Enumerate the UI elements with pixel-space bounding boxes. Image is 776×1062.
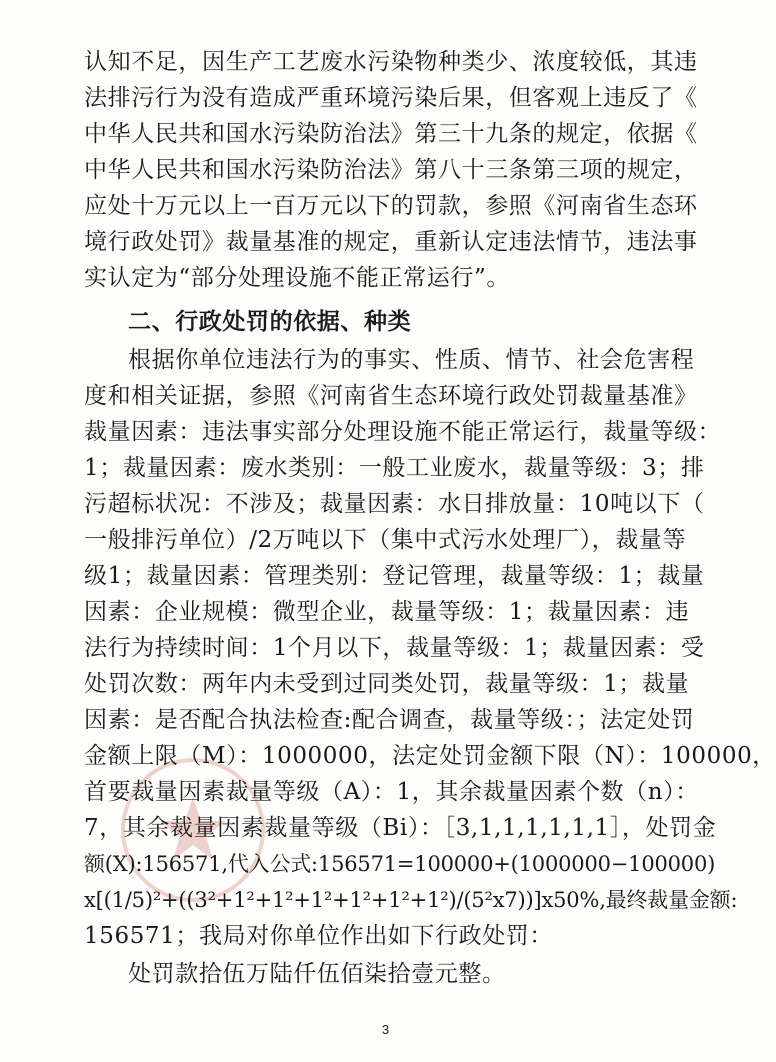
body-text-line: 156571；我局对你单位作出如下行政处罚： — [84, 923, 553, 949]
body-text-line: 中华人民共和国水污染防治法》第八十三条第三项的规定， — [84, 157, 698, 183]
body-text-line: 7，其余裁量因素裁量等级（Bi）：［3,1,1,1,1,1,1］，处罚金 — [84, 815, 717, 841]
body-text-line: 一般排污单位）/2万吨以下（集中式污水处理厂），裁量等 — [84, 527, 687, 553]
body-text-line: 裁量因素：违法事实部分处理设施不能正常运行，裁量等级： — [84, 419, 722, 445]
body-text-line: 级1；裁量因素：管理类别：登记管理，裁量等级：1；裁量 — [84, 563, 705, 589]
body-text-line: 首要裁量因素裁量等级（A）：1，其余裁量因素个数（n）： — [84, 779, 699, 805]
formula-line: 额(X):156571,代入公式:156571=100000+(1000000−100000) — [84, 852, 716, 876]
body-text-line: 金额上限（M）：1000000，法定处罚金额下限（N）：100000， — [84, 743, 776, 769]
body-text-line: 认知不足，因生产工艺废水污染物种类少、浓度较低，其违 — [84, 49, 698, 75]
body-text-line: 应处十万元以上一百万元以下的罚款，参照《河南省生态环 — [84, 193, 698, 219]
section-heading: 二、行政处罚的依据、种类 — [128, 308, 412, 335]
body-text-line: 度和相关证据，参照《河南省生态环境行政处罚裁量基准》 — [84, 383, 698, 409]
body-text-line: 因素：是否配合执法检查:配合调查，裁量等级：；法定处罚 — [84, 707, 695, 733]
body-text-line: 1；裁量因素：废水类别：一般工业废水，裁量等级：3；排 — [84, 455, 705, 481]
body-text-line: 中华人民共和国水污染防治法》第三十九条的规定，依据《 — [84, 121, 698, 147]
body-text-line: 处罚次数：两年内未受到过同类处罚，裁量等级：1；裁量 — [84, 671, 690, 697]
formula-line: x[(1/5)²+((3²+1²+1²+1²+1²+1²+1²)/(5²x7))]x50%,最终裁量金额: — [84, 888, 738, 912]
body-text-line: 实认定为“部分处理设施不能正常运行”。 — [84, 265, 510, 291]
page-number: 3 — [381, 1022, 390, 1037]
body-text-line: 因素：企业规模：微型企业，裁量等级：1；裁量因素：违 — [84, 599, 690, 625]
body-text-line: 法排污行为没有造成严重环境污染后果，但客观上违反了《 — [84, 85, 698, 111]
body-text-line: 境行政处罚》裁量基准的规定，重新认定违法情节，违法事 — [84, 229, 698, 255]
body-text-line: 法行为持续时间：1个月以下，裁量等级：1；裁量因素：受 — [84, 635, 705, 661]
penalty-amount-line: 处罚款拾伍万陆仟伍佰柒拾壹元整。 — [128, 961, 506, 987]
body-text-line: 污超标状况：不涉及；裁量因素：水日排放量：10吨以下（ — [84, 491, 705, 517]
paragraph-first-line: 根据你单位违法行为的事实、性质、情节、社会危害程 — [128, 347, 695, 373]
